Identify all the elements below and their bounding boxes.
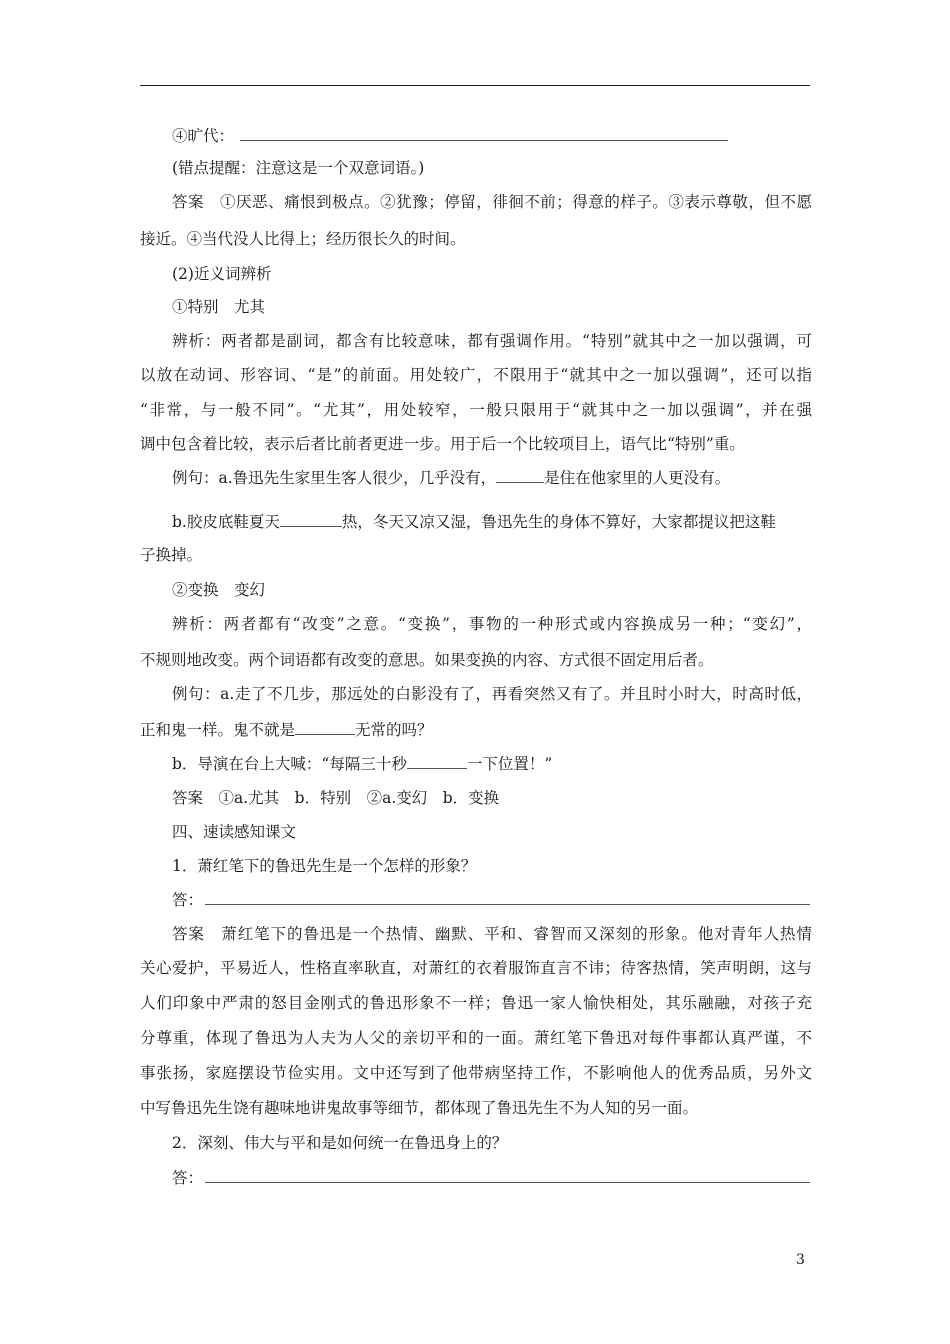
question-text: 1．萧红笔下的鲁迅先生是一个怎样的形象？ <box>172 857 477 875</box>
section-heading: (2)近义词辨析 <box>172 265 272 283</box>
word-pair-heading: ②变换 变幻 <box>172 581 266 599</box>
term-4-label: ④旷代： <box>172 127 235 145</box>
section-heading: 四、速读感知课文 <box>172 823 297 841</box>
example-line <box>172 754 812 774</box>
answer-text: 事张扬，家庭摆设节俭实用。文中还写到了他带病坚持工作，不影响他人的优秀品质，另外文 <box>140 1064 812 1082</box>
term-4-line <box>172 126 812 146</box>
fill-blank[interactable] <box>280 512 342 527</box>
question-text: 2．深刻、伟大与平和是如何统一在鲁迅身上的？ <box>172 1134 508 1152</box>
answer-text: 接近。④当代没人比得上；经历很长久的时间。 <box>140 230 466 248</box>
answer-text: 答案 ①a.尤其 b．特别 ②a.变幻 b．变换 <box>172 789 500 807</box>
answer-line <box>172 890 812 910</box>
example-text: 是住在他家里的人更没有。 <box>544 469 731 487</box>
word-pair-heading: ①特别 尤其 <box>172 298 266 316</box>
analysis-text: 调中包含着比较，表示后者比前者更进一步。用于后一个比较项目上，语气比“特别”重。 <box>140 435 745 453</box>
answer-text: 答案 萧红笔下的鲁迅是一个热情、幽默、平和、睿智而又深刻的形象。他对青年人热情 <box>172 925 812 943</box>
header-rule <box>140 85 810 86</box>
example-text: 一下位置！” <box>466 755 553 773</box>
example-text: 无常的吗？ <box>355 721 433 739</box>
example-line <box>140 720 812 740</box>
answer-text: 人们印象中严肃的怒目金刚式的鲁迅形象不一样；鲁迅一家人愉快相处，其乐融融，对孩子充 <box>140 994 812 1012</box>
example-line <box>172 512 812 532</box>
answer-label: 答： <box>172 1169 204 1187</box>
fill-blank[interactable] <box>407 754 467 769</box>
answer-blank[interactable] <box>240 126 728 141</box>
example-text: 例句：a.鲁迅先生家里生客人很少，几乎没有， <box>172 469 497 487</box>
answer-blank[interactable] <box>205 1168 810 1183</box>
analysis-text: “非常，与一般不同”。“尤其”，用处较窄，一般只限用于“就其中之一加以强调”，并在强 <box>140 401 812 419</box>
example-text: b．导演在台上大喊：“每隔三十秒 <box>172 755 407 773</box>
example-text: b.胶皮底鞋夏天 <box>172 513 280 531</box>
example-text: 正和鬼一样。鬼不就是 <box>140 721 296 739</box>
example-text: 例句：a.走了不几步，那远处的白影没有了，再看突然又有了。并且时小时大，时高时低， <box>172 685 812 703</box>
example-line <box>172 468 812 488</box>
analysis-text: 以放在动词、形容词、“是”的前面。用处较广，不限用于“就其中之一加以强调”，还可以指 <box>140 366 812 384</box>
page-number: 3 <box>796 1252 805 1268</box>
example-text: 子换掉。 <box>140 546 203 564</box>
answer-line <box>172 1168 812 1188</box>
answer-label: 答： <box>172 891 204 909</box>
analysis-text: 辨析：两者都有“改变”之意。“变换”，事物的一种形式或内容换成另一种；“变幻”， <box>172 615 812 633</box>
example-text: 热，冬天又凉又湿，鲁迅先生的身体不算好，大家都提议把这鞋 <box>341 513 776 531</box>
answer-text: 答案 ①厌恶、痛恨到极点。②犹豫；停留，徘徊不前；得意的样子。③表示尊敬，但不愿 <box>172 193 812 211</box>
answer-blank[interactable] <box>205 890 810 905</box>
answer-text: 关心爱护，平易近人，性格直率耿直，对萧红的衣着服饰直言不讳；待客热情，笑声明朗，这与 <box>140 959 812 977</box>
answer-text: 中写鲁迅先生饶有趣味地讲鬼故事等细节，都体现了鲁迅先生不为人知的另一面。 <box>140 1099 699 1117</box>
error-tip: (错点提醒：注意这是一个双意词语。) <box>172 159 425 177</box>
fill-blank[interactable] <box>496 468 544 483</box>
fill-blank[interactable] <box>295 720 355 735</box>
answer-text: 分尊重，体现了鲁迅为人夫为人父的亲切平和的一面。萧红笔下鲁迅对每件事都认真严谨，不 <box>140 1029 812 1047</box>
analysis-text: 辨析：两者都是副词，都含有比较意味，都有强调作用。“特别”就其中之一加以强调，可 <box>172 332 812 350</box>
analysis-text: 不规则地改变。两个词语都有改变的意思。如果变换的内容、方式很不固定用后者。 <box>140 651 714 669</box>
